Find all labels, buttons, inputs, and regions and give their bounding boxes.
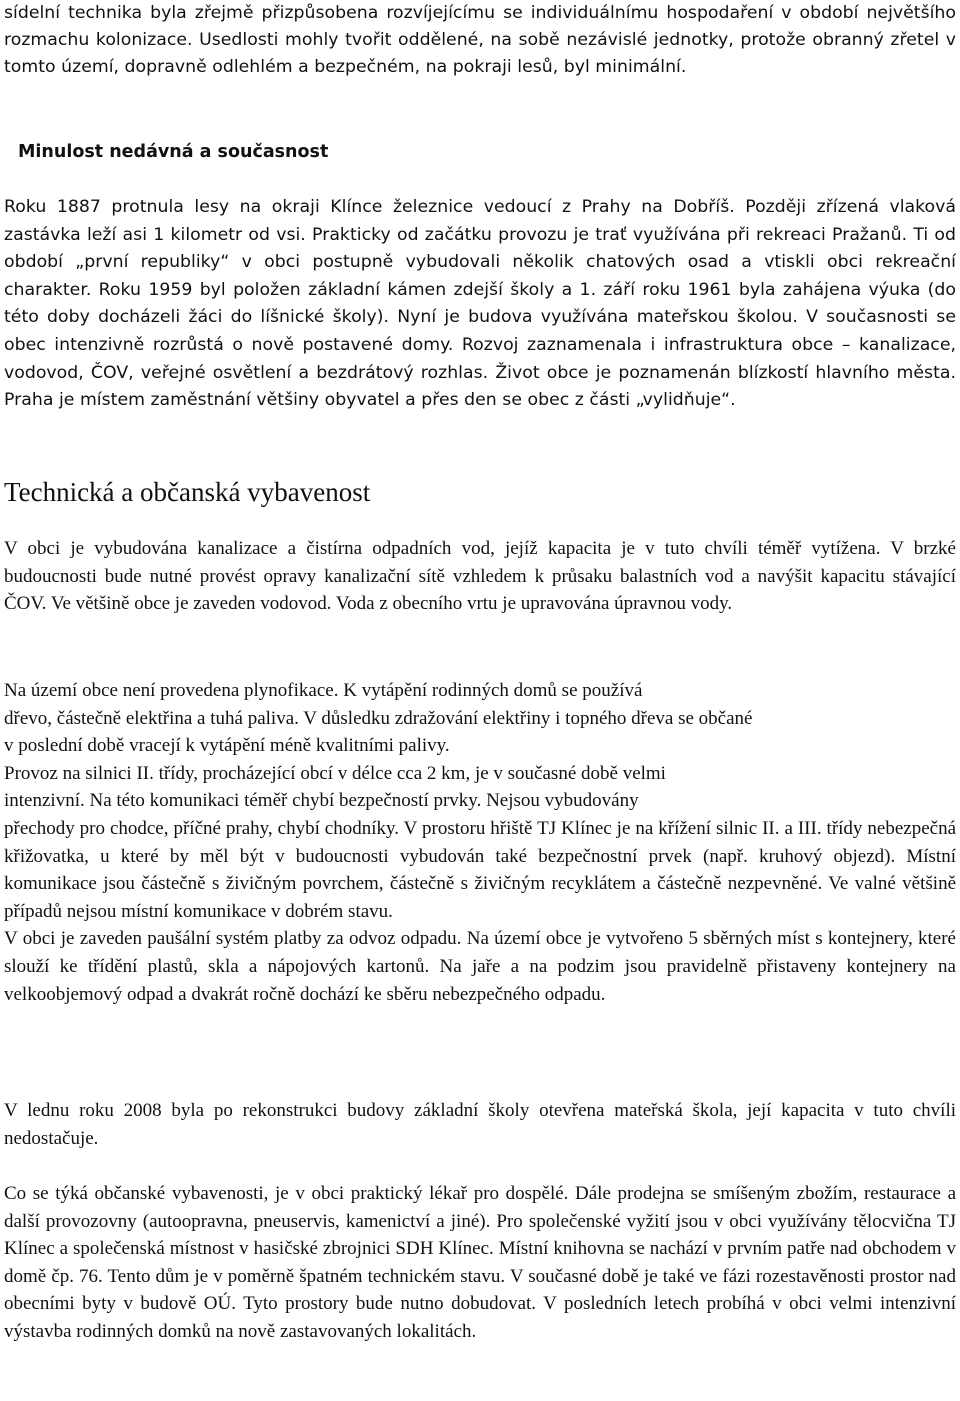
sewage-paragraph: V obci je vybudována kanalizace a čistírna odpadních vod, jejíž kapacita je v tuto chvíli téměř vytížena. V brzké budoucnosti bude nutné provést opravy kanalizační sítě vzhledem k průsaku balastních vod a navýšit kapacitu stávající ČOV. Ve většině obce je zaveden vodovod. Voda z obecního vrtu je upravována úpravnou vody. [4,538,956,615]
heating-line: v poslední době vracejí k vytápění méně kvalitními palivy. [4,735,450,757]
waste-paragraph: V obci je zaveden paušální systém platby za odvoz odpadu. Na území obce je vytvořeno 5 sběrných míst s kontejnery, které slouží ke třídění plastů, skla a nápojových kartonů. Na jaře a na podzim jsou pravidelně přistaveny kontejnery na velkoobjemový odpad a dvakrát ročně dochází ke sběru nebezpečného odpadu. [4,928,956,1005]
civic-amenities-block [4,1180,956,1346]
road-line: intenzivní. Na této komunikaci téměř chybí bezpečností prvky. Nejsou vybudovány [4,790,639,812]
kindergarten-paragraph: V lednu roku 2008 byla po rekonstrukci budovy základní školy otevřena mateřská škola, její kapacita v tuto chvíli nedostačuje. [4,1100,956,1149]
heating-line: Na území obce není provedena plynofikace. K vytápění rodinných domů se používá [4,680,643,701]
intro-paragraph: sídelní technika byla zřejmě přizpůsobena rozvíjejícímu se individuálnímu hospodaření v období největšího rozmachu kolonizace. Usedlosti mohly tvořit oddělené, na sobě nezávislé jednotky, protože obranný zřetel v tomto území, dopravně odlehlém a bezpečném, na pokraji lesů, byl minimální. [4,3,956,77]
road-line: Provoz na silnici II. třídy, procházející obcí v délce cca 2 km, je v současné době velmi [4,762,666,784]
civic-amenities-paragraph: Co se týká občanské vybavenosti, je v obci praktický lékař pro dospělé. Dále prodejna se smíšeným zbožím, restaurace a další provozovny (autoopravna, pneuservis, kamenictví a jiné). Pro společenské vyžití jsou v obci využívány tělocvična TJ Klínec a společenská místnost v hasičské zbrojnici SDH Klínec. Místní knihovna se nachází v prvním patře nad obchodem v domě čp. 76. Tento dům je v poměrně špatném technickém stavu. V současné době je také ve fázi rozestavěnosti prostor nad obecními byty v budově OÚ. Tyto prostory bude nutno dobudovat. V posledních letech probíhá v obci velmi intenzivní výstavba rodinných domků na nově zastavovaných lokalitách. [4,1183,956,1342]
section-heading-infrastructure: Technická a občanská vybavenost [4,477,371,507]
roads-paragraph: přechody pro chodce, příčné prahy, chybí chodníky. V prostoru hřiště TJ Klínec je na křížení silnic II. a III. třídy nebezpečná křižovatka, u které by měl být v budoucnosti vybudován také bezpečnostní prvek (např. kruhový objezd). Místní komunikace jsou částečně s živičným povrchem, částečně s živičným recyklátem a částečně nezpevněné. Ve valné většině případů nejsou místní komunikace v dobrém stavu. [4,817,956,922]
infrastructure-sewage-block [4,535,956,618]
section-heading-recent-past: Minulost nedávná a současnost [18,142,329,162]
infrastructure-heating-roads-block [4,677,956,1008]
kindergarten-block [4,1097,956,1152]
heating-line: dřevo, částečně elektřina a tuhá paliva. V důsledku zdražování elektřiny i topného dřeva se občané [4,707,753,729]
recent-past-paragraph: Roku 1887 protnula lesy na okraji Klínce železnice vedoucí z Prahy na Dobříš. Později zřízená vlaková zastávka leží asi 1 kilometr od vsi. Prakticky od začátku provozu je trať využívána při rekreaci Pražanů. Ti od období „první republiky“ v obci postupně vybudovali několik chatových osad a vtiskli obci rekreační charakter. Roku 1959 byl položen základní kámen zdejší školy a 1. září roku 1961 byla zahájena výuka (do této doby docházeli žáci do líšnické školy). Nyní je budova využívána mateřskou školou. V současnosti se obec intenzivně rozrůstá o nově postavené domy. Rozvoj zaznamenala i infrastruktura obce – kanalizace, vodovod, ČOV, veřejné osvětlení a bezdrátový rozhlas. Život obce je poznamenán blízkostí hlavního města. Praha je místem zaměstnání většiny obyvatel a přes den se obec z části „vylidňuje“. [4,197,956,411]
